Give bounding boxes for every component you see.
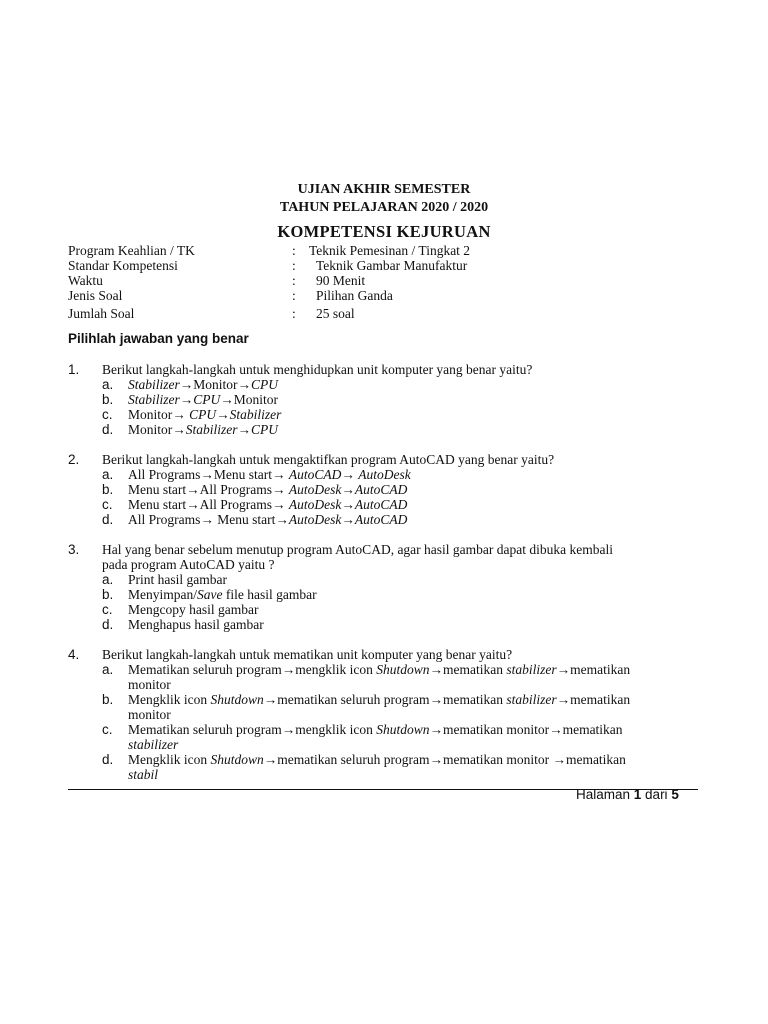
option-letter: a. — [102, 467, 114, 482]
option-italic-term: stabilizer — [506, 692, 557, 707]
info-sep-standard: : — [292, 258, 296, 273]
option-text: Menyimpan/ — [128, 587, 197, 602]
option-italic-term: Save — [197, 587, 223, 602]
option-italic-term: AutoDesk — [358, 467, 411, 482]
info-label-time: Waktu — [68, 273, 103, 288]
option-letter: a. — [102, 662, 114, 677]
option-text: →mematikan seluruh program→mematikan — [263, 692, 507, 707]
option-italic-term: Stabilizer — [128, 377, 180, 392]
option-text — [128, 617, 264, 633]
info-sep-program: : — [292, 243, 296, 258]
option-letter: c. — [102, 497, 113, 512]
info-label-type: Jenis Soal — [68, 288, 123, 303]
page-prefix: Halaman — [576, 787, 634, 802]
option-italic-term: CPU — [193, 392, 221, 407]
option-italic-term: AutoCAD — [288, 467, 342, 482]
option-text: →mematikan monitor→mematikan — [429, 722, 623, 737]
question-text: Berikut langkah-langkah untuk mematikan unit komputer yang benar yaitu? — [102, 647, 513, 662]
option-letter: d. — [102, 422, 114, 437]
option-italic-term: Stabilizer — [185, 422, 238, 437]
option-text: Monitor→ — [128, 422, 186, 437]
option-text-continued — [128, 707, 171, 723]
option-text — [128, 602, 258, 618]
option-text: → — [341, 512, 355, 527]
info-value-type: Pilihan Ganda — [316, 288, 393, 303]
option-text: → — [341, 467, 359, 482]
info-label-count: Jumlah Soal — [68, 306, 135, 321]
option-letter: d. — [102, 512, 114, 527]
option-letter: a. — [102, 377, 114, 392]
option-text: →mematikan — [556, 662, 631, 677]
option-text — [128, 392, 278, 408]
question-number: 4. — [68, 647, 80, 662]
option-italic-term: Shutdown — [210, 752, 264, 767]
question-number: 1. — [68, 362, 80, 377]
option-letter: b. — [102, 482, 114, 497]
option-letter: c. — [102, 602, 113, 617]
option-letter: a. — [102, 572, 114, 587]
option-text: →mematikan — [429, 662, 507, 677]
option-italic-term: AutoCAD — [354, 482, 408, 497]
page-number — [576, 787, 679, 802]
option-text: Mengcopy hasil gambar — [128, 602, 259, 617]
option-text — [128, 662, 630, 678]
option-italic-term: CPU — [251, 422, 279, 437]
total-pages: 5 — [671, 787, 679, 802]
option-text: Mematikan seluruh program→mengklik icon — [128, 662, 377, 677]
option-text: Mengklik icon — [128, 692, 211, 707]
info-value-count: 25 soal — [316, 306, 355, 321]
option-italic-term: Stabilizer — [229, 407, 282, 422]
option-text — [128, 497, 407, 513]
option-text — [128, 377, 278, 393]
option-italic-term: Shutdown — [376, 722, 430, 737]
option-text: Mengklik icon — [128, 752, 211, 767]
option-text: file hasil gambar — [222, 587, 317, 602]
option-italic-term: stabilizer — [506, 662, 557, 677]
option-italic-term: Shutdown — [210, 692, 264, 707]
option-italic-term: AutoCAD — [354, 512, 408, 527]
info-sep-time: : — [292, 273, 296, 288]
info-value-program: Teknik Pemesinan / Tingkat 2 — [309, 243, 471, 258]
option-text — [128, 752, 626, 768]
question-text: Berikut langkah-langkah untuk mengaktifkan program AutoCAD yang benar yaitu? — [102, 452, 555, 467]
info-label-standard: Standar Kompetensi — [68, 258, 178, 273]
option-italic-term: Stabilizer — [128, 392, 180, 407]
info-value-time: 90 Menit — [316, 273, 366, 288]
instruction: Pilihlah jawaban yang benar — [68, 331, 249, 346]
current-page: 1 — [633, 787, 642, 802]
option-letter: b. — [102, 692, 114, 707]
option-italic-term: AutoDesk — [288, 482, 342, 497]
option-text: Mematikan seluruh program→mengklik icon — [128, 722, 377, 737]
option-text: monitor — [128, 707, 171, 722]
info-value-standard: Teknik Gambar Manufaktur — [316, 258, 468, 273]
info-label-program: Program Keahlian / TK — [68, 243, 195, 258]
option-text — [128, 467, 411, 483]
option-text: → — [237, 422, 252, 437]
option-italic-term: Shutdown — [376, 662, 430, 677]
option-letter: d. — [102, 617, 114, 632]
option-text: → — [216, 407, 230, 422]
question-text: Hal yang benar sebelum menutup program AutoCAD, agar hasil gambar dapat dibuka kembali — [102, 542, 613, 557]
option-text-continued — [128, 767, 158, 783]
option-text — [128, 512, 407, 528]
question-number: 3. — [68, 542, 80, 557]
option-text — [128, 422, 278, 438]
page-middle: dari — [641, 787, 672, 802]
option-italic-term: CPU — [189, 407, 217, 422]
option-text — [128, 587, 317, 603]
option-text — [128, 722, 623, 738]
question-text: pada program AutoCAD yaitu ? — [102, 557, 275, 572]
option-text — [128, 407, 281, 423]
option-italic-term: AutoDesk — [288, 512, 342, 527]
option-text: Menu start→All Programs→ — [128, 482, 289, 497]
question-number: 2. — [68, 452, 80, 467]
option-text — [128, 692, 630, 708]
option-text — [128, 572, 227, 588]
option-text-continued — [128, 677, 171, 693]
option-letter: c. — [102, 407, 113, 422]
option-letter: b. — [102, 587, 114, 602]
option-text: →mematikan seluruh program→mematikan monitor →mematikan — [263, 752, 626, 767]
question-text: Berikut langkah-langkah untuk menghidupkan unit komputer yang benar yaitu? — [102, 362, 533, 377]
option-text: → — [179, 392, 194, 407]
option-text: Monitor→ — [128, 407, 190, 422]
option-text-continued — [128, 737, 178, 753]
option-text: →Monitor — [220, 392, 279, 407]
competency-title: KOMPETENSI KEJURUAN — [277, 222, 491, 241]
option-text: All Programs→Menu start→ — [128, 467, 289, 482]
option-text: → — [341, 482, 355, 497]
option-text: All Programs→ Menu start→ — [128, 512, 289, 527]
option-text: Print hasil gambar — [128, 572, 227, 587]
option-letter: b. — [102, 392, 114, 407]
option-text: Menghapus hasil gambar — [128, 617, 264, 632]
option-italic-term: CPU — [251, 377, 279, 392]
option-text: Menu start→All Programs→ — [128, 497, 289, 512]
option-italic-term: stabil — [128, 767, 159, 782]
option-letter: d. — [102, 752, 114, 767]
exam-title: UJIAN AKHIR SEMESTER — [297, 182, 471, 197]
academic-year: TAHUN PELAJARAN 2020 / 2020 — [279, 200, 489, 215]
option-italic-term: AutoDesk — [288, 497, 342, 512]
option-text: → — [341, 497, 355, 512]
option-text: monitor — [128, 677, 171, 692]
option-letter: c. — [102, 722, 113, 737]
option-text — [128, 482, 407, 498]
option-text: →mematikan — [556, 692, 631, 707]
info-sep-count: : — [292, 306, 296, 321]
option-text: →Monitor→ — [179, 377, 252, 392]
option-italic-term: AutoCAD — [354, 497, 408, 512]
option-italic-term: stabilizer — [128, 737, 179, 752]
info-sep-type: : — [292, 288, 296, 303]
